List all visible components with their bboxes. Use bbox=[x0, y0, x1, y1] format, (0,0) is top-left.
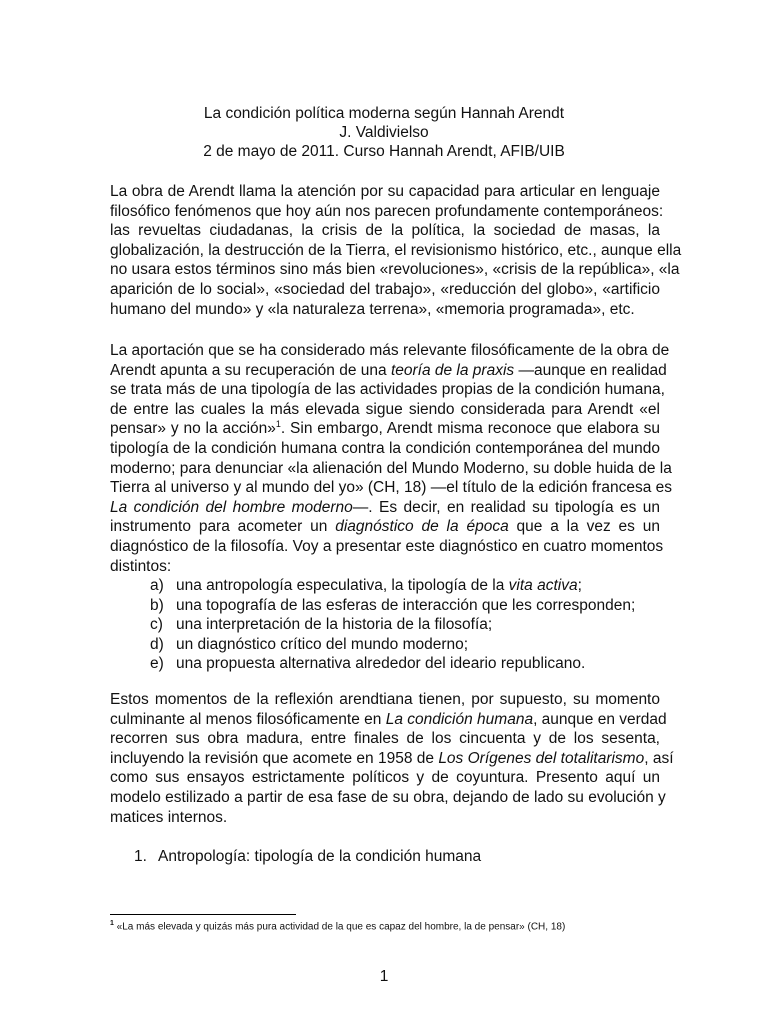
list-letter: c) bbox=[150, 616, 163, 633]
paragraph-line: Tierra al universo y al mundo del yo» (CH, 18) —el título de la edición francesa es bbox=[110, 479, 673, 497]
paragraph-momentos bbox=[110, 690, 674, 827]
paragraph-line: modelo estilizado a partir de esa fase de su obra, dejando de lado su evolución y bbox=[110, 788, 666, 806]
paragraph-line bbox=[110, 749, 674, 769]
paragraph-line bbox=[110, 361, 667, 381]
paragraph-line: recorren sus obra madura, entre finales de los cincuenta y de los sesenta, bbox=[110, 730, 660, 748]
paragraph-line: distintos: bbox=[110, 557, 172, 575]
text-run: pensar» y no la acción» bbox=[110, 420, 276, 438]
page-number: 1 bbox=[379, 968, 389, 985]
footnote-reference[interactable]: 1 bbox=[275, 419, 281, 430]
paragraph-line: como sus ensayos estrictamente políticos y de coyuntura. Presento aquí un bbox=[110, 769, 660, 787]
paragraph-line: filosófico fenómenos que hoy aún nos parecen profundamente contemporáneos: bbox=[110, 202, 664, 220]
paragraph-line: globalización, la destrucción de la Tierra, el revisionismo histórico, etc., aunque ella bbox=[110, 241, 682, 259]
text-run: incluyendo la revisión que acomete en 1958 de bbox=[110, 749, 439, 767]
list-letter: b) bbox=[150, 596, 164, 614]
list-item bbox=[150, 576, 670, 596]
footnote-text: «La más elevada y quizás más pura actividad de la que es capaz del hombre, la de pensar» (CH, 18) bbox=[113, 921, 566, 933]
footnote bbox=[110, 920, 565, 932]
list-item-text: una propuesta alternativa alrededor del ideario republicano. bbox=[176, 655, 586, 672]
paragraph-line bbox=[110, 517, 660, 537]
section-heading bbox=[134, 848, 481, 866]
italic-run: vita activa bbox=[508, 577, 578, 594]
text-run: Arendt apunta a su recuperación de una bbox=[110, 361, 391, 379]
document-title: La condición política moderna según Hannah Arendt bbox=[203, 105, 565, 122]
momentos-list bbox=[150, 576, 670, 674]
italic-run: La condición humana bbox=[385, 710, 534, 728]
paragraph-intro bbox=[110, 182, 682, 319]
list-letter: a) bbox=[150, 577, 164, 594]
italic-run: La condición del hombre moderno bbox=[110, 498, 353, 516]
paragraph-line: no usara estos términos sino más bien «revoluciones», «crisis de la república», «la bbox=[110, 261, 680, 279]
paragraph-line: aparición de lo social», «sociedad del trabajo», «reducción del globo», «artificio bbox=[110, 280, 660, 298]
title-block bbox=[0, 104, 768, 161]
paragraph-line bbox=[110, 710, 667, 730]
italic-run: diagnóstico de la época bbox=[335, 518, 509, 536]
text-run: que a la vez es un bbox=[508, 518, 660, 536]
text-run: culminante al menos filosóficamente en bbox=[110, 710, 386, 728]
text-run: , aunque en verdad bbox=[533, 710, 667, 728]
paragraph-line bbox=[110, 498, 660, 518]
paragraph-line bbox=[110, 419, 660, 439]
list-item-text: una topografía de las esferas de interacción que les corresponden; bbox=[176, 596, 636, 614]
list-item-suffix: ; bbox=[577, 577, 582, 594]
list-item bbox=[150, 615, 670, 635]
paragraph-line: La aportación que se ha considerado más relevante filosóficamente de la obra de bbox=[110, 342, 670, 359]
document-date-course: 2 de mayo de 2011. Curso Hannah Arendt, AFIB/UIB bbox=[203, 143, 565, 160]
paragraph-line: de entre las cuales la más elevada sigue siendo considerada para Arendt «el bbox=[110, 400, 660, 418]
paragraph-line: Estos momentos de la reflexión arendtiana tienen, por supuesto, su momento bbox=[110, 691, 660, 708]
list-item bbox=[150, 654, 670, 674]
list-item-text: un diagnóstico crítico del mundo moderno; bbox=[176, 635, 469, 653]
paragraph-line: las revueltas ciudadanas, la crisis de la política, la sociedad de masas, la bbox=[110, 222, 660, 240]
paragraph-line: humano del mundo» y «la naturaleza terrena», «memoria programada», etc. bbox=[110, 300, 635, 318]
section-number: 1. bbox=[134, 848, 147, 865]
list-item bbox=[150, 596, 670, 616]
footnote-separator bbox=[110, 914, 296, 915]
paragraph-line: tipología de la condición humana contra la condición contemporánea del mundo bbox=[110, 439, 660, 457]
paragraph-line: moderno; para denunciar «la alienación del Mundo Moderno, su doble huida de la bbox=[110, 459, 672, 477]
paragraph-line: matices internos. bbox=[110, 808, 228, 826]
document-author: J. Valdivielso bbox=[339, 124, 429, 141]
list-item-text: una antropología especulativa, la tipología de la bbox=[176, 577, 509, 594]
text-run: . Sin embargo, Arendt misma reconoce que elabora su bbox=[280, 420, 660, 438]
text-run: —aunque en realidad bbox=[514, 361, 667, 379]
section-title: Antropología: tipología de la condición humana bbox=[158, 848, 482, 865]
paragraph-aportacion bbox=[110, 341, 673, 576]
list-letter: d) bbox=[150, 635, 164, 653]
italic-run: teoría de la praxis bbox=[390, 361, 515, 379]
paragraph-line: La obra de Arendt llama la atención por su capacidad para articular en lenguaje bbox=[110, 183, 660, 200]
italic-run: Los Orígenes del totalitarismo bbox=[438, 749, 645, 767]
footnote-mark: 1 bbox=[110, 920, 114, 927]
paragraph-line: se trata más de una tipología de las actividades propias de la condición humana, bbox=[110, 381, 665, 399]
list-item bbox=[150, 635, 670, 655]
text-run: instrumento para acometer un bbox=[110, 518, 336, 536]
paragraph-line: diagnóstico de la filosofía. Voy a presentar este diagnóstico en cuatro momentos bbox=[110, 537, 664, 555]
text-run: —. Es decir, en realidad su tipología es un bbox=[352, 498, 660, 516]
list-letter: e) bbox=[150, 655, 164, 672]
text-run: , así bbox=[644, 749, 674, 767]
list-item-text: una interpretación de la historia de la filosofía; bbox=[176, 616, 493, 633]
